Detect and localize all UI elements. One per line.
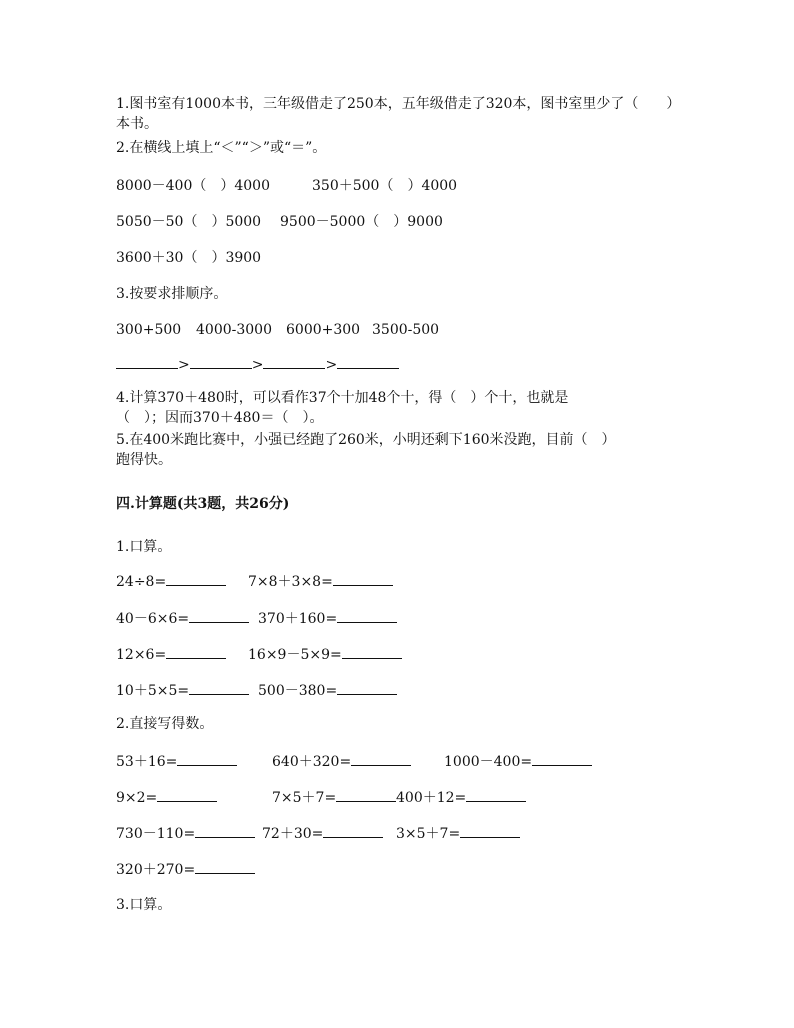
q2-expr: 8000－400（ ）4000 (116, 178, 270, 194)
p2-expr: 640＋320= (272, 754, 352, 770)
question-4: 4.计算370＋480时，可以看作37个十加48个十，得（ ）个十，也就是（ ）；因而370＋480＝（ ）。 (116, 390, 569, 426)
p2-expr: 9×2= (116, 790, 158, 806)
question-3-title: 3.按要求排顺序。 (116, 286, 228, 302)
question-2-title: 2.在横线上填上“＜”“＞”或“＝”。 (116, 140, 327, 156)
answer-blank[interactable] (337, 608, 397, 623)
p1-expr: 12×6= (116, 647, 167, 663)
answer-blank[interactable] (342, 644, 402, 659)
question-1: 1.图书室有1000本书，三年级借走了250本，五年级借走了320本，图书室里少了（ ）本书。 (116, 96, 681, 132)
part-2-title: 2.直接写得数。 (116, 716, 214, 732)
p1-row-2 (116, 608, 338, 629)
q3-item: 4000-3000 (196, 322, 272, 338)
q3-items-row (116, 320, 440, 340)
p2-expr: 53＋16= (116, 754, 178, 770)
q2-expr: 350＋500（ ）4000 (312, 178, 458, 194)
q2-expr: 5050－50（ ）5000 (116, 214, 262, 230)
answer-blank[interactable] (323, 823, 383, 838)
p1-expr: 40－6×6= (116, 611, 190, 627)
gt-sign: > (325, 357, 338, 373)
p1-row-3 (116, 644, 342, 665)
q2-row-1 (116, 176, 458, 196)
p2-row-1 (116, 751, 533, 772)
answer-blank[interactable] (189, 608, 249, 623)
q3-item: 300+500 (116, 322, 182, 338)
q2-expr: 3600＋30（ ）3900 (116, 250, 262, 266)
answer-blank[interactable] (190, 354, 252, 369)
answer-blank[interactable] (337, 354, 399, 369)
q2-row-2 (116, 212, 443, 232)
answer-blank[interactable] (336, 787, 396, 802)
q2-row-3 (116, 248, 261, 268)
q3-answer-row[interactable] (116, 354, 399, 375)
answer-blank[interactable] (532, 751, 592, 766)
answer-blank[interactable] (337, 680, 397, 695)
answer-blank[interactable] (195, 823, 255, 838)
p1-expr: 7×8＋3×8= (248, 574, 333, 590)
section-4-heading: 四.计算题(共3题，共26分) (116, 496, 290, 512)
p2-row-2 (116, 787, 467, 808)
part-3-title: 3.口算。 (116, 897, 172, 913)
q2-expr: 9500－5000（ ）9000 (280, 214, 443, 230)
answer-blank[interactable] (166, 571, 226, 586)
answer-blank[interactable] (166, 644, 226, 659)
p2-expr: 1000－400= (444, 754, 533, 770)
p1-expr: 500－380= (258, 683, 338, 699)
p2-expr: 400＋12= (396, 790, 467, 806)
p2-expr: 7×5＋7= (272, 790, 337, 806)
question-5: 5.在400米跑比赛中，小强已经跑了260米，小明还剩下160米没跑，目前（ ）跑得快。 (116, 432, 616, 468)
part-1-title: 1.口算。 (116, 539, 172, 555)
answer-blank[interactable] (177, 751, 237, 766)
p1-expr: 16×9－5×9= (248, 647, 342, 663)
p2-row-3 (116, 823, 461, 844)
p2-expr: 3×5＋7= (396, 826, 461, 842)
p1-expr: 370＋160= (258, 611, 338, 627)
answer-blank[interactable] (195, 859, 255, 874)
answer-blank[interactable] (466, 787, 526, 802)
p2-expr: 72＋30= (262, 826, 324, 842)
p1-expr: 24÷8= (116, 574, 167, 590)
q3-item: 3500-500 (372, 322, 440, 338)
gt-sign: > (178, 357, 190, 373)
answer-blank[interactable] (333, 571, 393, 586)
p2-expr: 320＋270= (116, 862, 196, 878)
answer-blank[interactable] (189, 680, 249, 695)
answer-blank[interactable] (263, 354, 325, 369)
p1-expr: 10＋5×5= (116, 683, 190, 699)
gt-sign: > (251, 357, 264, 373)
q3-item: 6000+300 (286, 322, 361, 338)
answer-blank[interactable] (157, 787, 217, 802)
p1-row-1 (116, 571, 333, 592)
p1-row-4 (116, 680, 338, 701)
p2-row-4 (116, 859, 255, 880)
answer-blank[interactable] (116, 354, 178, 369)
p2-expr: 730－110= (116, 826, 196, 842)
answer-blank[interactable] (460, 823, 520, 838)
answer-blank[interactable] (351, 751, 411, 766)
